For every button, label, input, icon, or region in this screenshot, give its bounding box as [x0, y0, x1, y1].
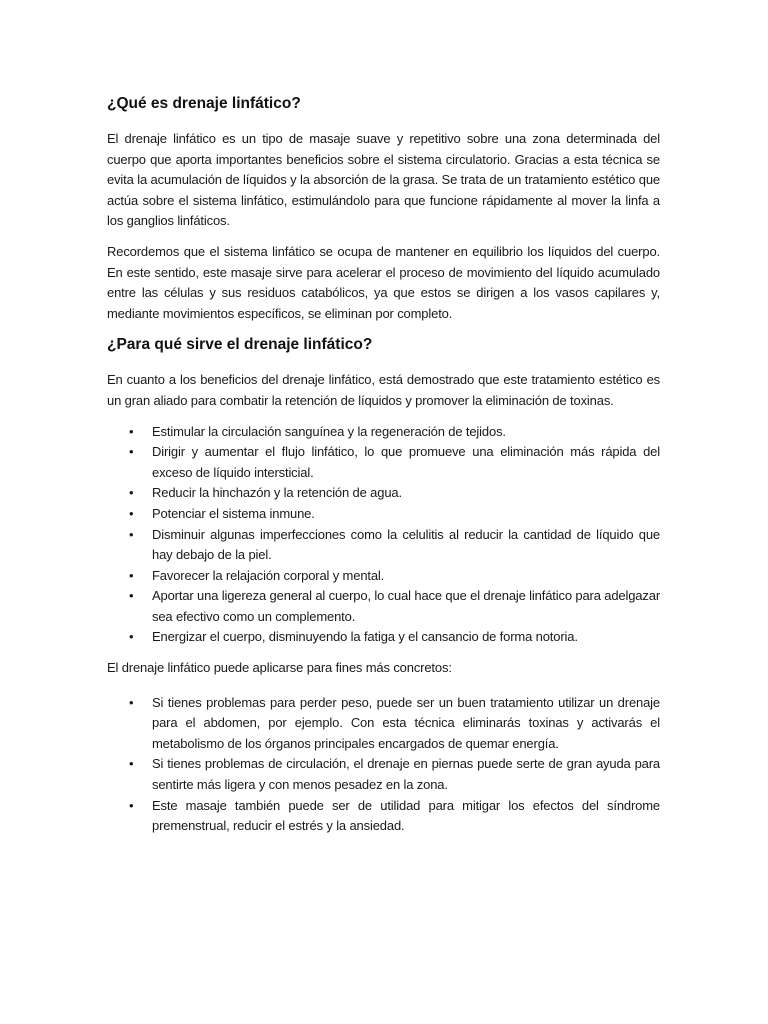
heading-que-es: ¿Qué es drenaje linfático?	[107, 95, 301, 112]
paragraph-fines-concretos: El drenaje linfático puede aplicarse para fines más concretos:	[107, 660, 452, 676]
bullet-icon: •	[129, 423, 134, 439]
bullet-icon: •	[129, 797, 134, 813]
list-item: • Reducir la hinchazón y la retención de agua.	[107, 483, 660, 504]
bullet-icon: •	[129, 756, 134, 772]
list-item: • Dirigir y aumentar el flujo linfático, lo que promueve una eliminación más rápida del exceso de líquido intersticial.	[129, 444, 660, 480]
document-page	[107, 93, 660, 847]
paragraph-sistema-linfatico: Recordemos que el sistema linfático se ocupa de mantener en equilibrio los líquidos del cuerpo. En este sentido, este masaje sirve para acelerar el proceso de movimiento del líquido acumulado entre las células y sus residuos catabólicos, ya que estos se dirigen a los vasos capilares y, mediante movimientos específicos, se eliminan por completo.	[107, 243, 660, 321]
bullet-icon: •	[129, 629, 134, 645]
bullet-icon: •	[129, 485, 134, 501]
bullet-icon: •	[129, 505, 134, 521]
list-item: • Si tienes problemas de circulación, el drenaje en piernas puede serte de gran ayuda para sentirte más ligera y con menos pesadez en la zona.	[129, 756, 660, 793]
list-item: • Disminuir algunas imperfecciones como la celulitis al reducir la cantidad de líquido que hay debajo de la piel.	[129, 526, 660, 563]
benefits-list	[107, 422, 660, 649]
bullet-icon: •	[129, 694, 134, 710]
specific-uses-list	[107, 693, 660, 837]
heading-para-que-sirve: ¿Para qué sirve el drenaje linfático?	[107, 336, 373, 354]
paragraph-definition: El drenaje linfático es un tipo de masaje suave y repetitivo sobre una zona determinada del cuerpo que aporta importantes beneficios sobre el sistema circulatorio. Gracias a esta técnica se evita la acumulación de líquidos y la absorción de la grasa. Se trata de un tratamiento estético que actúa sobre el sistema linfático, estimulándolo para que funcione rápidamente al mover la linfa a los ganglios linfáticos.	[107, 131, 660, 229]
bullet-icon: •	[129, 588, 134, 604]
list-item: • Estimular la circulación sanguínea y la regeneración de tejidos.	[107, 422, 660, 443]
list-item: • Favorecer la relajación corporal y mental.	[107, 566, 660, 587]
list-item: • Si tienes problemas para perder peso, puede ser un buen tratamiento utilizar un drenaje para el abdomen, por ejemplo. Con esta técnica eliminarás toxinas y activarás el metabolismo de los órganos principales encargados de quemar energía.	[129, 694, 660, 751]
list-item: • Potenciar el sistema inmune.	[107, 504, 660, 525]
bullet-icon: •	[129, 444, 134, 460]
bullet-icon: •	[129, 526, 134, 542]
bullet-icon: •	[129, 567, 134, 583]
list-item: • Aportar una ligereza general al cuerpo, lo cual hace que el drenaje linfático para adelgazar sea efectivo como un complemento.	[129, 588, 660, 624]
list-item: • Energizar el cuerpo, disminuyendo la fatiga y el cansancio de forma notoria.	[107, 627, 660, 648]
list-item: • Este masaje también puede ser de utilidad para mitigar los efectos del síndrome premenstrual, reducir el estrés y la ansiedad.	[129, 797, 660, 834]
paragraph-beneficios-intro: En cuanto a los beneficios del drenaje linfático, está demostrado que este tratamiento estético es un gran aliado para combatir la retención de líquidos y promover la eliminación de toxinas.	[107, 372, 660, 408]
